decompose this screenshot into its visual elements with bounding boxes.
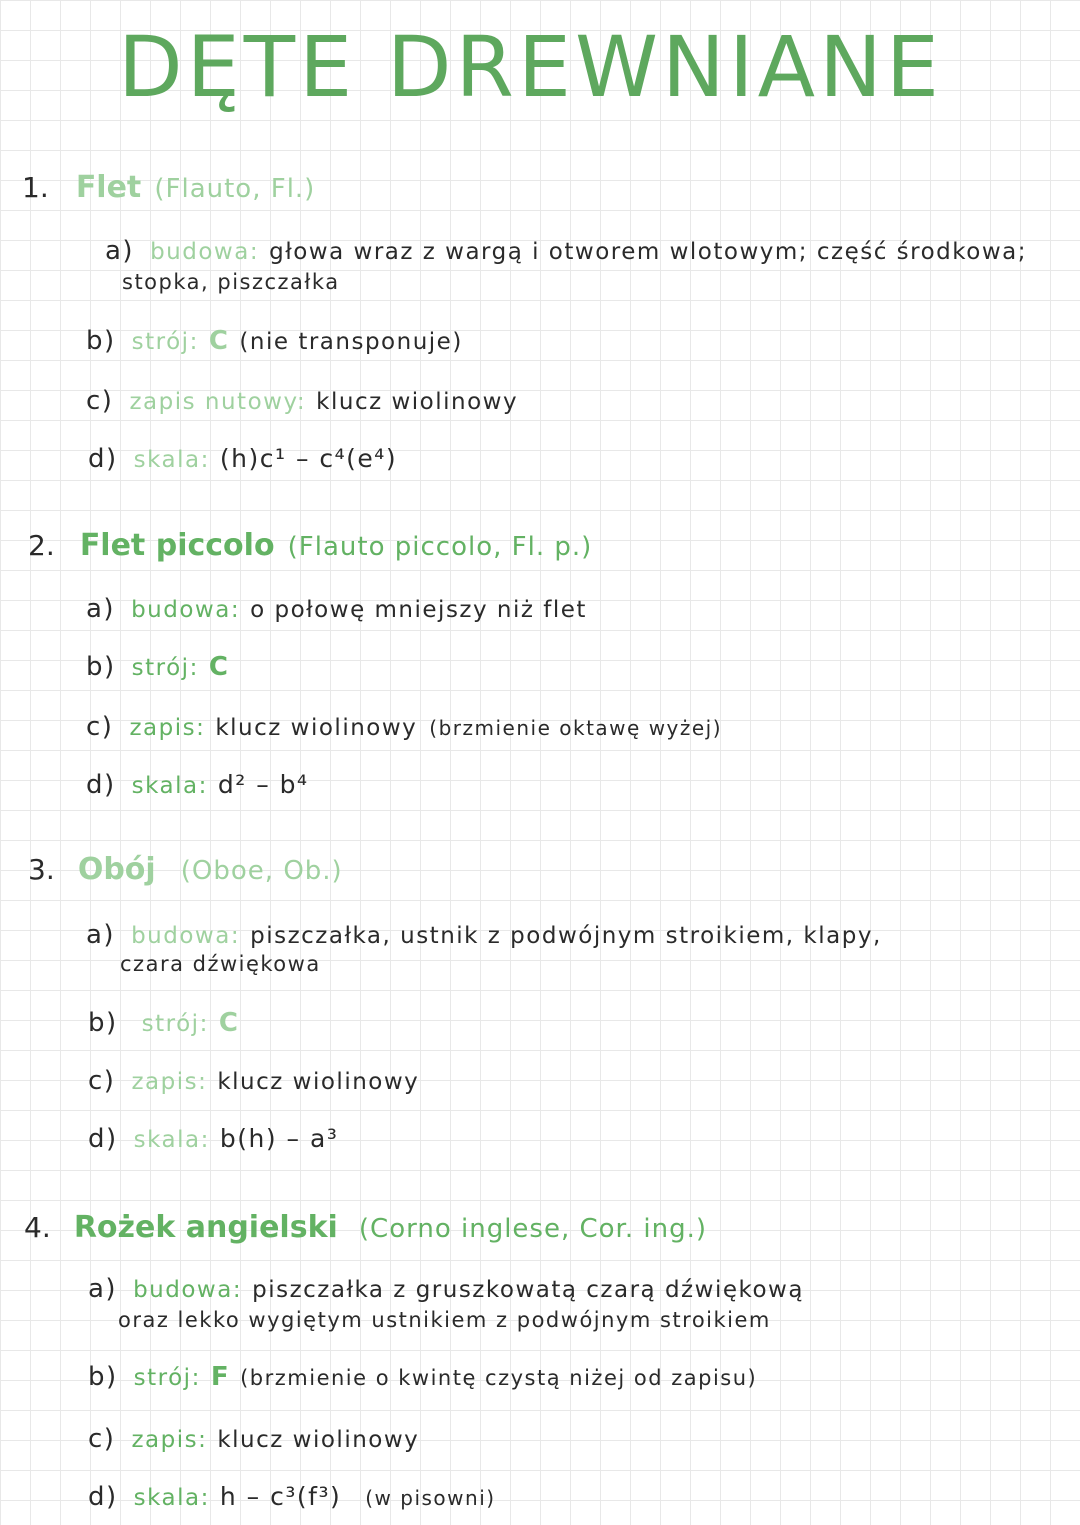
section-1-item-a-cont: stopka, piszczałka [122,270,340,294]
item-marker: b) [88,1362,118,1392]
item-label: zapis nutowy: [129,389,307,415]
item-text: b(h) – a³ [219,1124,339,1153]
item-marker: a) [86,920,116,950]
item-text: o połowę mniejszy niż flet [250,597,587,623]
section-1-heading [22,170,315,205]
item-marker: d) [88,444,118,474]
item-label: zapis: [131,1069,208,1095]
section-2-item-a [86,594,587,624]
item-label: strój: [133,1365,201,1391]
section-number: 2. [28,529,55,562]
section-1-item-b [86,326,463,356]
instrument-name: Rożek angielski [73,1210,338,1245]
section-4-item-a-cont: oraz lekko wygiętym ustnikiem z podwójnym stroikiem [118,1308,771,1332]
item-marker: d) [88,1124,118,1154]
item-key: C [218,1008,240,1038]
section-2-item-d [86,770,309,800]
item-text: (brzmienie o kwintę czystą niżej od zapisu) [240,1366,758,1390]
item-marker: a) [105,236,135,266]
section-number: 1. [22,171,49,204]
section-number: 3. [28,853,55,886]
item-note: (brzmienie oktawę wyżej) [429,716,723,740]
section-1-item-a [105,236,1027,266]
item-marker: b) [86,652,116,682]
section-3-heading [28,852,343,887]
item-text: klucz wiolinowy [215,715,418,741]
item-text: klucz wiolinowy [217,1069,420,1095]
section-3-item-d [88,1124,338,1154]
item-text: klucz wiolinowy [217,1427,420,1453]
item-text: głowa wraz z wargą i otworem wlotowym; część środkowa; [269,239,1027,265]
section-4-item-a [88,1274,804,1304]
section-3-item-a-cont: czara dźwiękowa [120,952,321,976]
item-text: d² – b⁴ [217,770,309,799]
item-key: F [210,1362,231,1392]
item-key: C [208,652,230,682]
section-4-heading [24,1210,707,1245]
item-label: budowa: [150,239,260,265]
section-number: 4. [24,1211,51,1244]
section-3-item-a [86,920,882,950]
instrument-name: Obój [77,852,156,887]
item-label: budowa: [131,923,241,949]
item-label: skala: [131,773,208,799]
item-marker: b) [88,1008,118,1038]
item-label: skala: [133,1485,210,1511]
item-label: skala: [133,1127,210,1153]
item-label: skala: [133,447,210,473]
section-2-item-b [86,652,229,682]
item-label: budowa: [133,1277,243,1303]
item-text: (nie transponuje) [239,329,463,355]
item-marker: c) [88,1066,116,1096]
item-marker: a) [86,594,116,624]
instrument-name: Flet piccolo [79,528,275,563]
item-text: h – c³(f³) [219,1482,342,1511]
item-marker: c) [86,386,114,416]
item-text: klucz wiolinowy [316,389,519,415]
section-1-item-d [88,444,397,474]
instrument-alt-name: (Oboe, Ob.) [180,856,343,886]
item-marker: b) [86,326,116,356]
section-3-item-c [88,1066,419,1096]
section-2-item-c [86,712,722,742]
instrument-alt-name: (Flauto piccolo, Fl. p.) [287,532,593,562]
item-marker: d) [86,770,116,800]
item-text: piszczałka z gruszkowatą czarą dźwiękową [252,1277,804,1303]
item-label: zapis: [129,715,206,741]
section-4-item-d [88,1482,496,1512]
item-note: (w pisowni) [365,1486,496,1510]
section-3-item-b [88,1008,239,1038]
instrument-name: Flet [75,170,142,205]
item-label: strój: [131,655,199,681]
item-text: (h)c¹ – c⁴(e⁴) [219,444,398,473]
item-key: C [208,326,230,356]
page-title: DĘTE DREWNIANE [118,18,944,116]
section-1-item-c [86,386,518,416]
item-label: budowa: [131,597,241,623]
item-marker: c) [86,712,114,742]
section-4-item-b [88,1362,757,1392]
item-label: strój: [141,1011,209,1037]
item-label: zapis: [131,1427,208,1453]
instrument-alt-name: (Flauto, Fl.) [154,174,316,204]
item-marker: a) [88,1274,118,1304]
item-marker: d) [88,1482,118,1512]
instrument-alt-name: (Corno inglese, Cor. ing.) [358,1214,707,1244]
item-marker: c) [88,1424,116,1454]
section-2-heading [28,528,592,563]
section-4-item-c [88,1424,419,1454]
item-label: strój: [131,329,199,355]
item-text: piszczałka, ustnik z podwójnym stroikiem, klapy, [250,923,882,949]
